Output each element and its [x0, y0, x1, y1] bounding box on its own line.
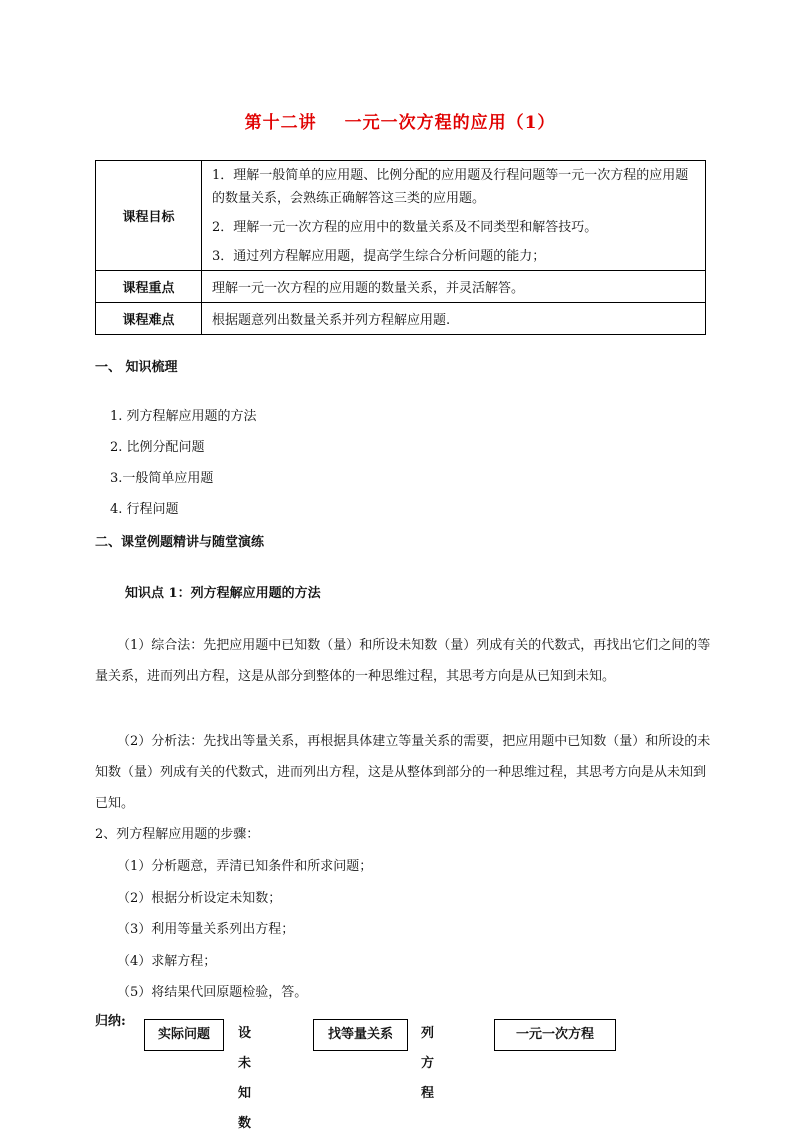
goal-item: 1．理解一般简单的应用题、比例分配的应用题及行程问题等一元一次方程的应用题的数量关系，会熟练正确解答这三类的应用题。	[212, 167, 689, 206]
flow-box: 一元一次方程	[494, 1019, 616, 1051]
step-item: （2）根据分析设定未知数；	[117, 891, 282, 906]
goals-label: 课程目标	[96, 161, 202, 271]
section1-heading: 一、 知识梳理	[95, 360, 178, 375]
flow-step: 设未知数	[238, 1026, 252, 1131]
knowledge-point-1: 知识点 1：列方程解应用题的方法	[125, 586, 321, 601]
list-item: 1. 列方程解应用题的方法	[110, 409, 257, 424]
course-info-table	[95, 160, 706, 335]
summary-label: 归纳:	[95, 1014, 126, 1029]
step-item: （3）利用等量关系列出方程；	[117, 922, 295, 937]
key-points-text: 理解一元一次方程的应用题的数量关系，并灵活解答。	[202, 271, 706, 303]
section2-heading: 二、课堂例题精讲与随堂演练	[95, 535, 265, 550]
flow-box: 实际问题	[144, 1019, 224, 1051]
method-synthesis: （1）综合法：先把应用题中已知数（量）和所设未知数（量）列成有关的代数式，再找出它们之间的等量关系，进而列出方程，这是从部分到整体的一种思维过程，其思考方向是从已知到未知。	[95, 638, 711, 684]
step-item: （4）求解方程；	[117, 954, 217, 969]
method-analysis: （2）分析法：先找出等量关系，再根据具体建立等量关系的需要，把应用题中已知数（量）和所设的未知数（量）列成有关的代数式，进而列出方程，这是从整体到部分的一种思维过程，其思考方向是从未知到已知。	[95, 734, 711, 811]
step-item: （5）将结果代回原题检验，答。	[117, 985, 308, 1000]
lecture-number: 第十二讲	[244, 113, 317, 133]
goals-content	[202, 161, 706, 271]
step-item: （1）分析题意，弄清已知条件和所求问题；	[117, 859, 373, 874]
list-item: 4. 行程问题	[110, 502, 179, 517]
table-row	[96, 271, 706, 303]
difficulty-label: 课程难点	[96, 303, 202, 335]
goal-item: 2．理解一元一次方程的应用中的数量关系及不同类型和解答技巧。	[212, 219, 598, 235]
table-row	[96, 303, 706, 335]
list-item: 2. 比例分配问题	[110, 440, 205, 455]
steps-title: 2、列方程解应用题的步骤：	[95, 827, 260, 842]
table-row	[96, 161, 706, 271]
page-title	[0, 108, 800, 132]
flow-step: 列方程	[421, 1026, 435, 1101]
flow-box: 找等量关系	[313, 1019, 408, 1051]
list-item: 3.一般简单应用题	[110, 471, 214, 486]
goal-item: 3．通过列方程解应用题，提高学生综合分析问题的能力；	[212, 248, 546, 264]
difficulty-text: 根据题意列出数量关系并列方程解应用题.	[202, 303, 706, 335]
key-points-label: 课程重点	[96, 271, 202, 303]
lecture-topic: 一元一次方程的应用（1）	[344, 113, 556, 133]
